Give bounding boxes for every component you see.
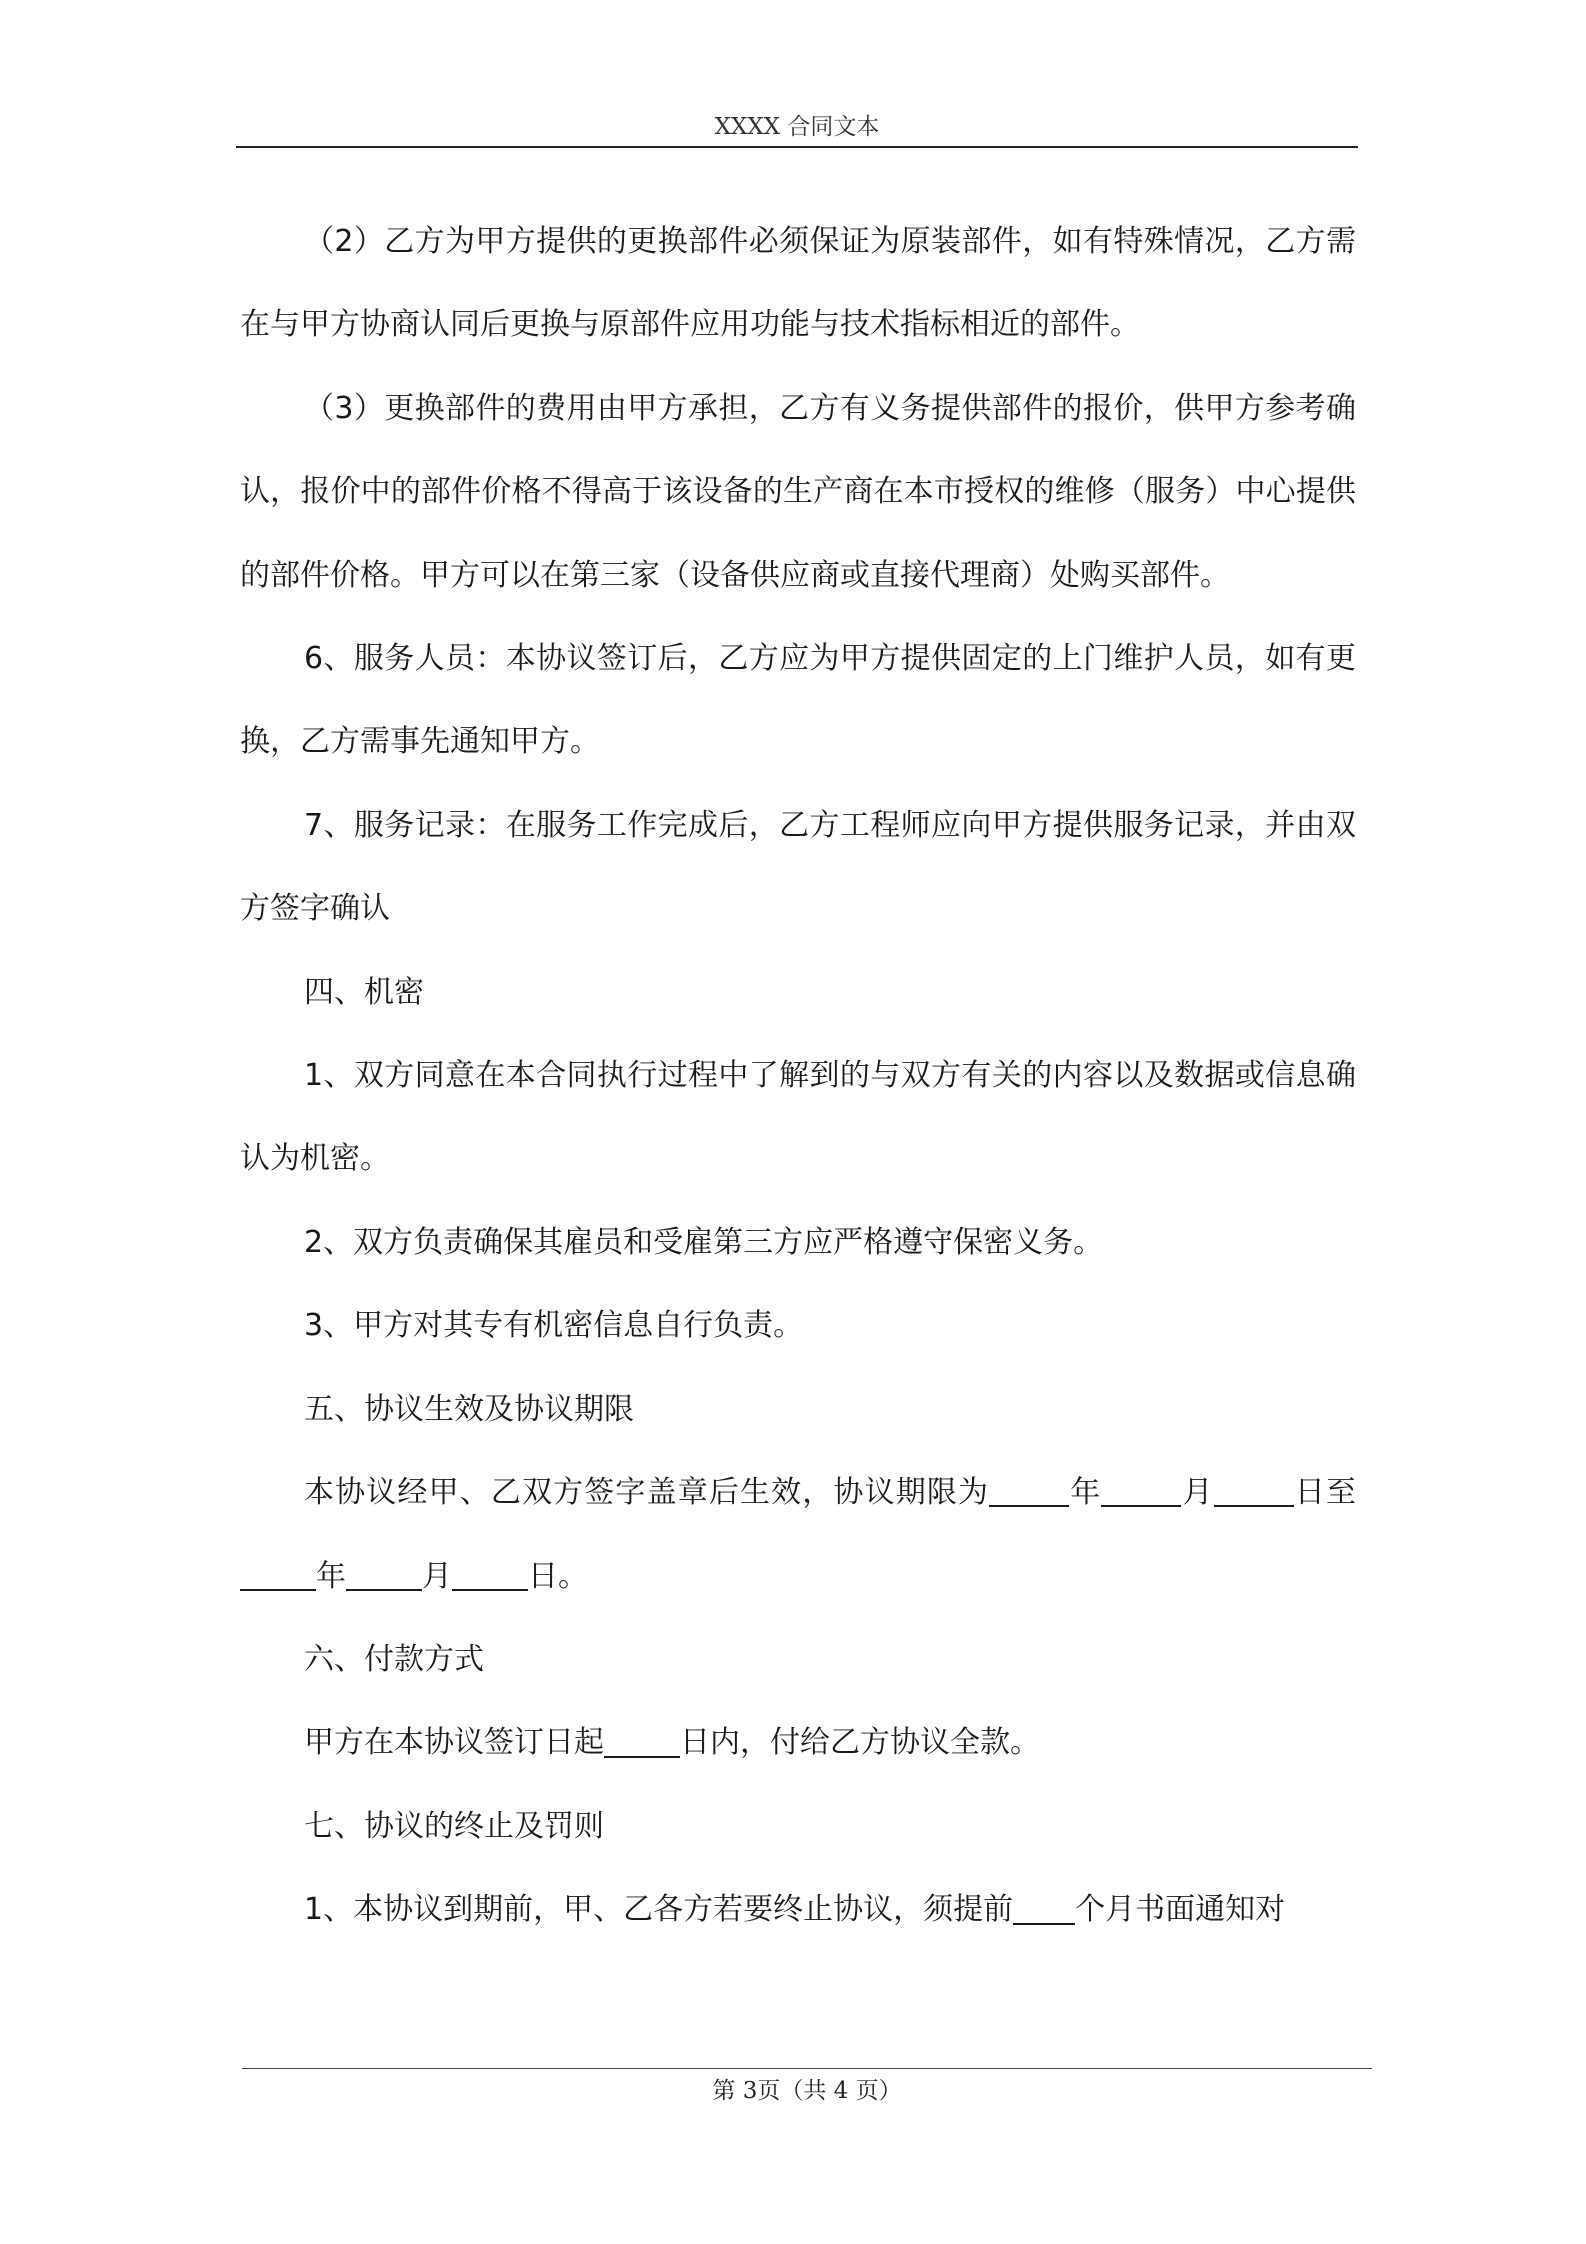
paragraph-employee-confidentiality: 2、双方负责确保其雇员和受雇第三方应严格遵守保密义务。 [304, 1224, 1104, 1260]
end-year-label: 年 [316, 1558, 346, 1594]
term-to-label: 至 [1326, 1475, 1357, 1511]
paragraph-parts-cost: （3）更换部件的费用由甲方承担，乙方有义务提供部件的报价，供甲方参考确认，报价中的部件价格不得高于该设备的生产商在本市授权的维修（服务）中心提供的部件价格。甲方可以在第三家（设备供应商或直接代理商）处购买部件。 [240, 390, 1356, 593]
paragraph-replacement-parts: （2）乙方为甲方提供的更换部件必须保证为原装部件，如有特殊情况，乙方需在与甲方协商认同后更换与原部件应用功能与技术指标相近的部件。 [240, 224, 1356, 343]
paragraph-agreement-term [240, 1451, 1356, 1618]
section-heading-payment: 六、付款方式 [304, 1641, 484, 1677]
start-year-blank[interactable] [989, 1475, 1069, 1507]
paragraph-payment [240, 1701, 1356, 1784]
termination-lead-text: 1、本协议到期前，甲、乙各方若要终止协议，须提前 [304, 1892, 1014, 1928]
section-heading-effective-term: 五、协议生效及协议期限 [304, 1391, 634, 1427]
end-day-blank[interactable] [452, 1559, 528, 1591]
paragraph-service-staff: 6、服务人员：本协议签订后，乙方应为甲方提供固定的上门维护人员，如有更换，乙方需事先通知甲方。 [240, 641, 1356, 760]
termination-tail-text: 个月书面通知对 [1075, 1892, 1286, 1928]
section-heading-termination: 七、协议的终止及罚则 [304, 1808, 604, 1844]
paragraph-confidential-info: 1、双方同意在本合同执行过程中了解到的与双方有关的内容以及数据或信息确认为机密。 [240, 1058, 1356, 1177]
page-number: 第 3页（共 4 页） [712, 2078, 902, 2104]
start-year-label: 年 [1069, 1475, 1102, 1511]
payment-days-blank[interactable] [604, 1726, 680, 1758]
paragraph-service-records: 7、服务记录：在服务工作完成后，乙方工程师应向甲方提供服务记录，并由双方签字确认 [240, 807, 1356, 927]
start-day-blank[interactable] [1214, 1475, 1294, 1507]
start-month-blank[interactable] [1101, 1475, 1181, 1507]
notice-months-blank[interactable] [1013, 1893, 1075, 1925]
document-body [240, 200, 1356, 1952]
end-month-blank[interactable] [346, 1559, 422, 1591]
paragraph-termination-notice [240, 1868, 1356, 1951]
payment-tail-text: 日内，付给乙方协议全款。 [680, 1725, 1040, 1761]
end-year-blank[interactable] [240, 1559, 316, 1591]
term-lead-text: 本协议经甲、乙双方签字盖章后生效，协议期限为 [304, 1475, 990, 1511]
payment-lead-text: 甲方在本协议签订日起 [304, 1725, 604, 1761]
start-month-label: 月 [1181, 1475, 1214, 1511]
document-header: XXXX 合同文本 [714, 114, 880, 140]
section-heading-confidentiality: 四、机密 [304, 974, 424, 1010]
start-day-label: 日 [1293, 1475, 1327, 1511]
paragraph-proprietary-info: 3、甲方对其专有机密信息自行负责。 [304, 1308, 804, 1344]
header-divider [236, 146, 1358, 148]
end-day-label: 日。 [528, 1558, 588, 1594]
footer-divider [242, 2068, 1372, 2069]
end-month-label: 月 [422, 1558, 452, 1594]
